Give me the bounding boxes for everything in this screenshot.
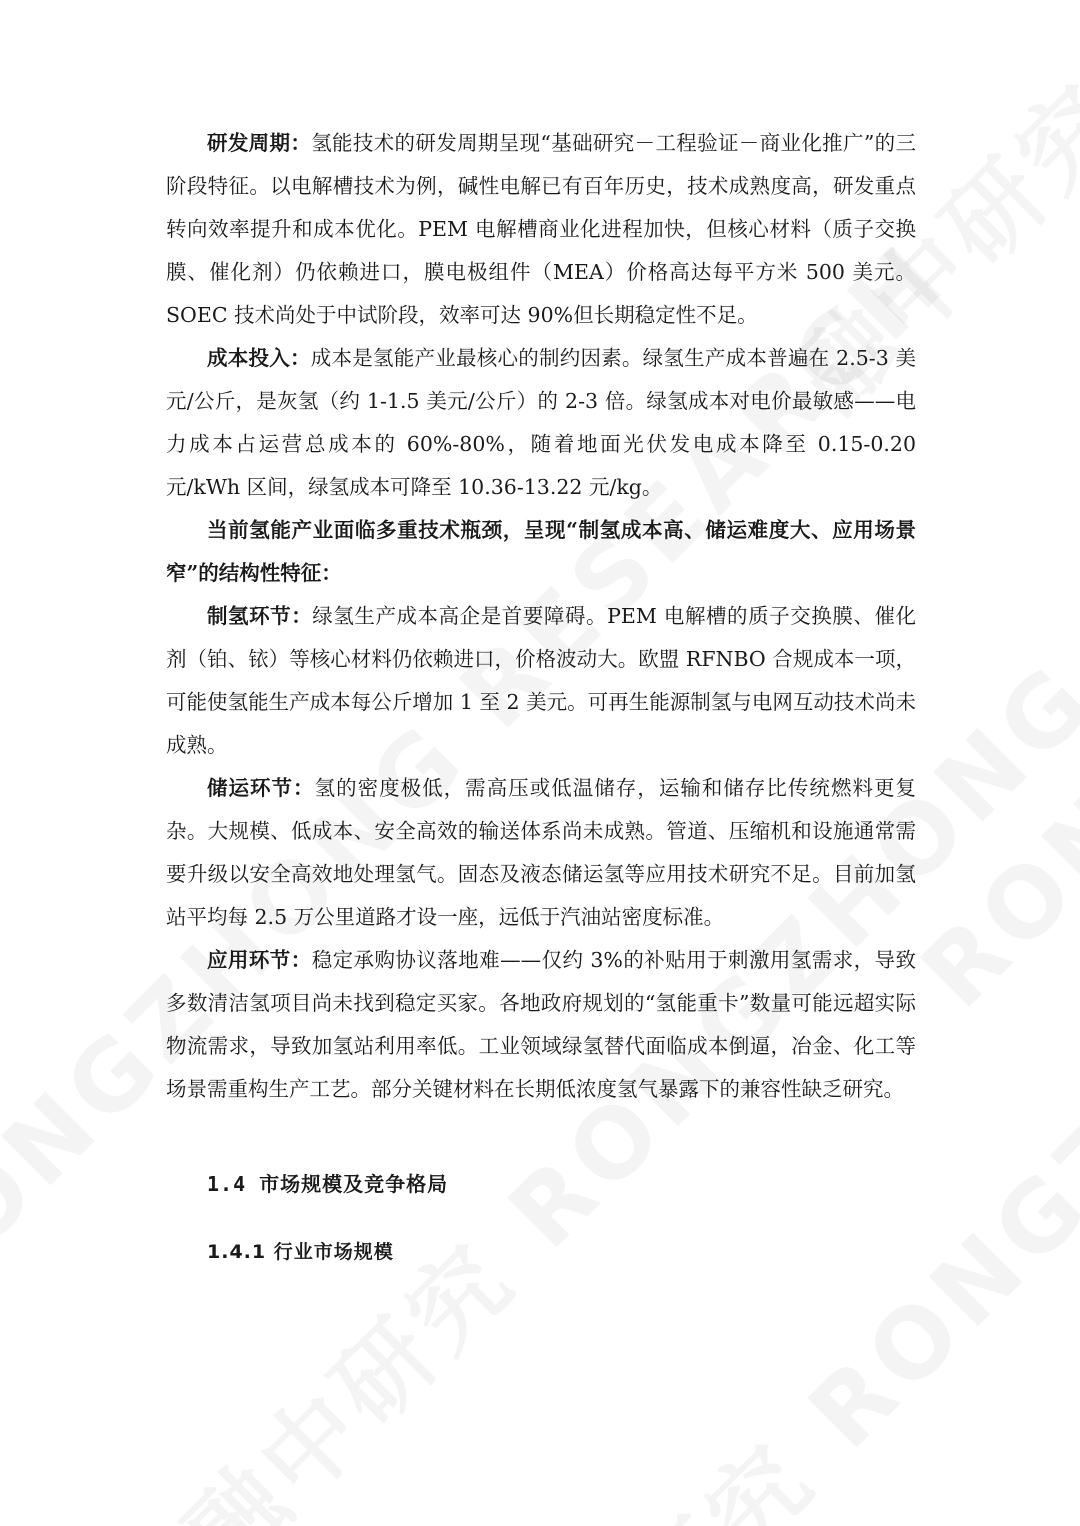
paragraph-label: 储运环节： bbox=[207, 776, 315, 800]
paragraph-label: 研发周期： bbox=[207, 131, 312, 155]
document-body bbox=[166, 122, 916, 1111]
paragraph-text: 绿氢生产成本高企是首要障碍。PEM 电解槽的质子交换膜、催化剂（铂、铱）等核心材料仍依赖进口，价格波动大。欧盟 RFNBO 合规成本一项，可能使氢能生产成本每公斤增加 1 至 2 美元。可再生能源制氢与电网互动技术尚未成熟。 bbox=[166, 604, 916, 757]
paragraph-label: 成本投入： bbox=[207, 346, 311, 370]
paragraph-production bbox=[166, 595, 916, 767]
paragraph-storage-transport bbox=[166, 767, 916, 939]
paragraph-label: 应用环节： bbox=[207, 948, 312, 972]
paragraph-cost-input bbox=[166, 337, 916, 509]
paragraph-bottlenecks-intro bbox=[166, 509, 916, 595]
section-heading: 1.4 市场规模及竞争格局 bbox=[207, 1172, 449, 1196]
paragraph-text: 稳定承购协议落地难——仅约 3%的补贴用于刺激用氢需求，导致多数清洁氢项目尚未找到稳定买家。各地政府规划的“氢能重卡”数量可能远超实际物流需求，导致加氢站利用率低。工业领域绿氢替代面临成本倒逼，冶金、化工等场景需重构生产工艺。部分关键材料在长期低浓度氢气暴露下的兼容性缺乏研究。 bbox=[166, 948, 916, 1101]
paragraph-text: 氢的密度极低，需高压或低温储存，运输和储存比传统燃料更复杂。大规模、低成本、安全高效的输送体系尚未成熟。管道、压缩机和设施通常需要升级以安全高效地处理氢气。固态及液态储运氢等应用技术研究不足。目前加氢站平均每 2.5 万公里道路才设一座，远低于汽油站密度标准。 bbox=[166, 776, 916, 929]
subsection-heading: 1.4.1 行业市场规模 bbox=[207, 1241, 394, 1263]
paragraph-label: 制氢环节： bbox=[207, 604, 313, 628]
paragraph-rd-cycle bbox=[166, 122, 916, 337]
watermark-text bbox=[900, 0, 1080, 1029]
paragraph-text: 当前氢能产业面临多重技术瓶颈，呈现“制氢成本高、储运难度大、应用场景窄”的结构性特征： bbox=[166, 518, 916, 585]
paragraph-application bbox=[166, 939, 916, 1111]
paragraph-text: 成本是氢能产业最核心的制约因素。绿氢生产成本普遍在 2.5-3 美元/公斤，是灰氢（约 1-1.5 美元/公斤）的 2-3 倍。绿氢成本对电价最敏感——电力成本占运营总成本的 60%-80%，随着地面光伏发电成本降至 0.15-0.20 元/kWh 区间，绿氢成本可降至 10.36-13.22 元/kg。 bbox=[166, 346, 916, 499]
paragraph-text: 氢能技术的研发周期呈现“基础研究－工程验证－商业化推广”的三阶段特征。以电解槽技术为例，碱性电解已有百年历史，技术成熟度高，研发重点转向效率提升和成本优化。PEM 电解槽商业化进程加快，但核心材料（质子交换膜、催化剂）仍依赖进口，膜电极组件（MEA）价格高达每平方米 500 美元。SOEC 技术尚处于中试阶段，效率可达 90%但长期稳定性不足。 bbox=[166, 131, 916, 327]
